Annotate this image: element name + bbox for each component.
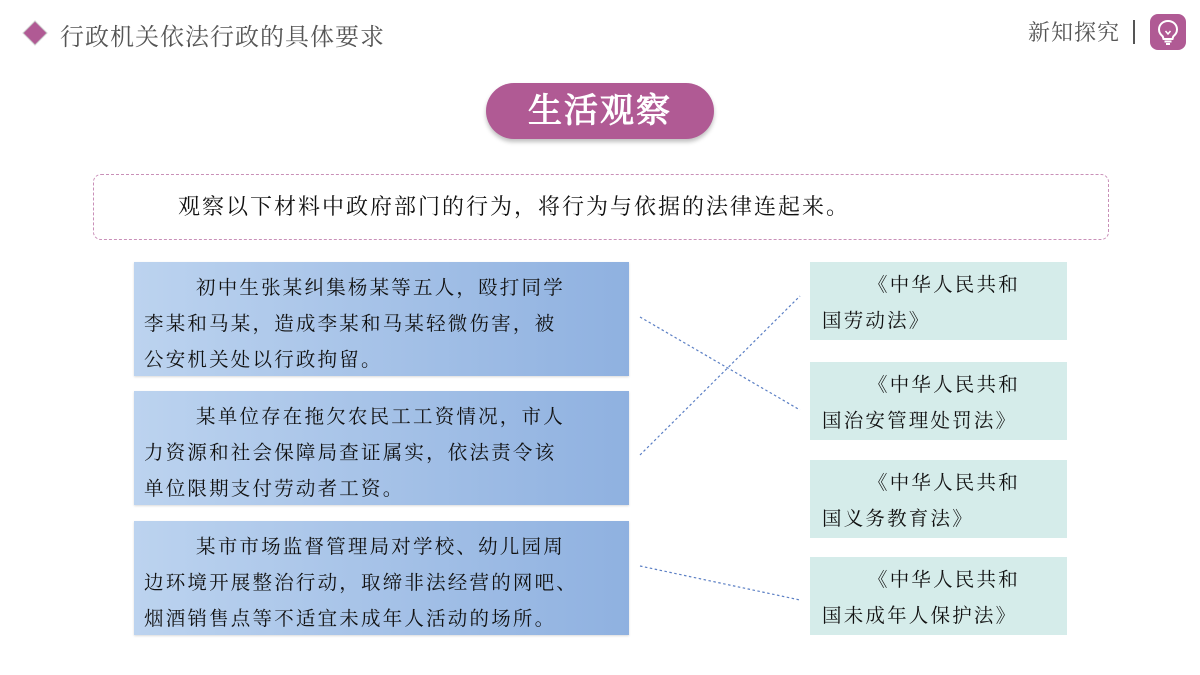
material-line: 某单位存在拖欠农民工工资情况，市人 — [196, 405, 565, 428]
law-line: 《中华人民共和 — [868, 273, 1020, 296]
law-line: 国劳动法》 — [822, 309, 931, 332]
instruction-box: 观察以下材料中政府部门的行为，将行为与依据的法律连起来。 — [93, 174, 1109, 240]
material-line: 公安机关处以行政拘留。 — [144, 348, 383, 371]
law-line: 国义务教育法》 — [822, 507, 974, 530]
connector-line — [640, 566, 800, 600]
material-line: 力资源和社会保障局查证属实，依法责令该 — [144, 441, 557, 464]
section-label: 新知探究 — [1027, 21, 1120, 46]
connector-line — [640, 296, 800, 455]
material-line: 李某和马某，造成李某和马某轻微伤害，被 — [144, 312, 557, 335]
law-line: 《中华人民共和 — [868, 373, 1020, 396]
connector-line — [640, 317, 800, 410]
law-line: 《中华人民共和 — [868, 471, 1020, 494]
material-line: 烟酒销售点等不适宜未成年人活动的场所。 — [144, 607, 557, 630]
activity-banner: 生活观察 — [486, 83, 714, 139]
page-title: 行政机关依法行政的具体要求 — [60, 23, 385, 51]
law-line: 《中华人民共和 — [868, 568, 1020, 591]
material-line: 某市市场监督管理局对学校、幼儿园周 — [196, 535, 565, 558]
material-line: 单位限期支付劳动者工资。 — [144, 477, 405, 500]
material-line: 初中生张某纠集杨某等五人，殴打同学 — [196, 276, 565, 299]
law-line: 国未成年人保护法》 — [822, 604, 1018, 627]
material-line: 边环境开展整治行动，取缔非法经营的网吧、 — [144, 571, 579, 594]
law-line: 国治安管理处罚法》 — [822, 409, 1018, 432]
